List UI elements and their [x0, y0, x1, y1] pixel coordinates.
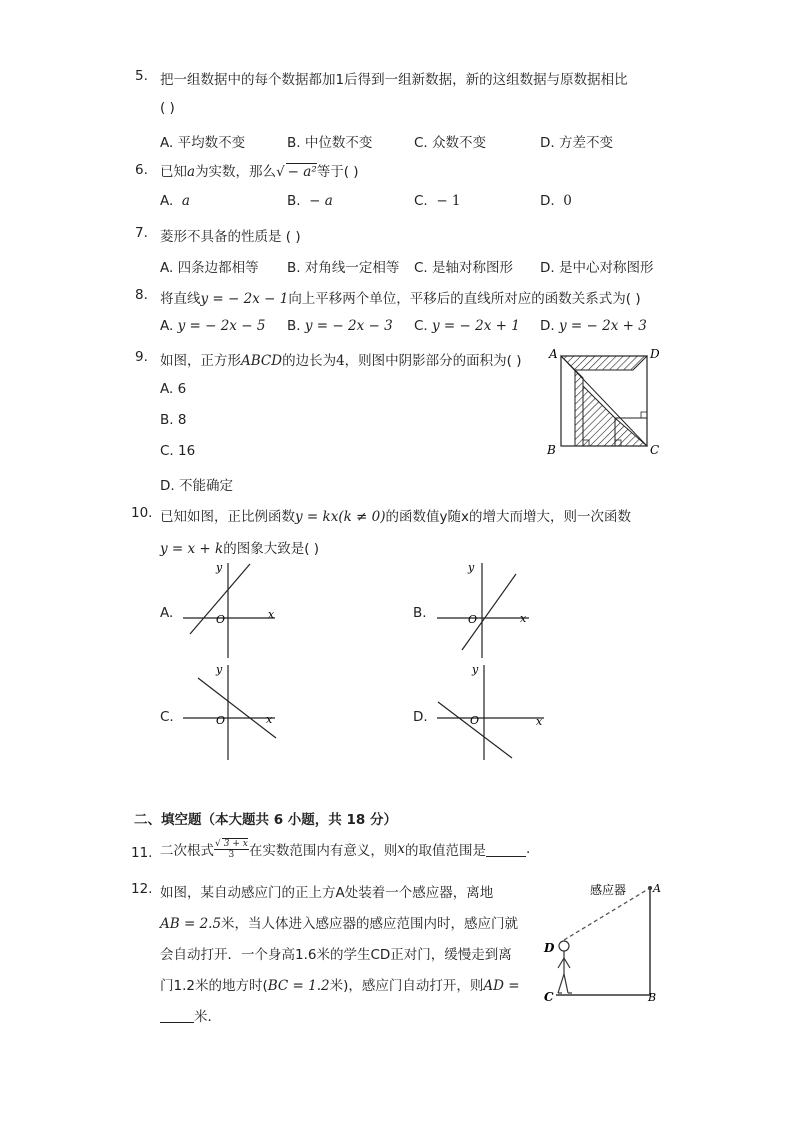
svg-text:y: y — [472, 663, 479, 676]
q6-sqrt-sign: √ — [276, 164, 285, 180]
svg-text:x: x — [266, 713, 273, 726]
q9-shaded-right — [615, 418, 647, 446]
q6-post: 等于( ) — [316, 164, 359, 180]
q6-option-a[interactable]: A. a — [160, 193, 190, 209]
q9-shaded-top — [561, 356, 647, 370]
q12-line3: 会自动打开．一个身高1.6米的学生CD正对门，缓慢走到离 — [160, 947, 512, 963]
q9-label-d: D — [650, 347, 660, 361]
q8-post: 向上平移两个单位，平移后的直线所对应的函数关系式为( ) — [288, 291, 641, 307]
q6-stem — [160, 160, 359, 180]
q9-label-a: A — [549, 347, 558, 361]
svg-text:O: O — [216, 613, 226, 626]
q7-option-c[interactable]: C. 是轴对称图形 — [414, 260, 514, 276]
svg-text:O: O — [216, 714, 226, 727]
q10-graph-c[interactable] — [178, 660, 280, 762]
q10-option-b-label[interactable]: B. — [413, 605, 427, 621]
q9-shaded-mid — [583, 386, 615, 446]
q12-person-head — [559, 941, 569, 951]
q5-stem: 把一组数据中的每个数据都加1后得到一组新数据，新的这组数据与原数据相比 — [160, 72, 628, 88]
q10-graph-a[interactable] — [178, 558, 280, 660]
q6-pre: 已知 — [160, 164, 187, 180]
q10-option-d-label[interactable]: D. — [413, 709, 428, 725]
q5-option-b[interactable]: B. 中位数不变 — [287, 135, 373, 151]
q6-var: a — [187, 164, 196, 180]
q10-line-b — [462, 574, 516, 650]
q8-number: 8. — [135, 287, 148, 303]
q12-label-b: B — [648, 991, 657, 1004]
q5-option-c[interactable]: C. 众数不变 — [414, 135, 487, 151]
q10-graph-b[interactable] — [432, 558, 534, 660]
q9-shaded-left — [575, 370, 583, 446]
q12-sensor-caption: 感应器 — [590, 883, 627, 897]
q8-option-c[interactable]: C. y = − 2x + 1 — [414, 318, 520, 334]
svg-text:x: x — [268, 608, 275, 621]
q11-stem: 二次根式 $\frac{√ 3 + x}{3}$ 在实数范围内有意义，则x的取值范围是 . — [160, 839, 531, 860]
q5-number: 5. — [135, 68, 148, 84]
q10-option-c-label[interactable]: C. — [160, 709, 174, 725]
q8-option-a[interactable]: A. y = − 2x − 5 — [160, 318, 266, 334]
q6-option-d[interactable]: D. 0 — [540, 193, 572, 209]
q12-line2: AB = 2.5米，当人体进入感应器的感应范围内时，感应门就 — [160, 916, 519, 932]
q12-label-d: D — [544, 941, 555, 955]
q7-option-a[interactable]: A. 四条边都相等 — [160, 260, 259, 276]
q6-radicand: − a² — [287, 164, 317, 180]
q7-option-b[interactable]: B. 对角线一定相等 — [287, 260, 400, 276]
q6-number: 6. — [135, 162, 148, 178]
q8-option-d[interactable]: D. y = − 2x + 3 — [540, 318, 647, 334]
q7-number: 7. — [135, 225, 148, 241]
q12-line1: 如图，某自动感应门的正上方A处装着一个感应器，离地 — [160, 885, 494, 901]
q11-answer-blank[interactable] — [486, 842, 526, 857]
q9-option-c[interactable]: C. 16 — [160, 443, 196, 459]
q5-paren: ( ) — [160, 100, 175, 116]
q6-option-c[interactable]: C. − 1 — [414, 193, 461, 209]
q9-label-c: C — [650, 443, 660, 457]
svg-text:y: y — [468, 561, 475, 574]
q8-equation: y = − 2x − 1 — [200, 291, 289, 307]
q10-stem-line2: y = x + k的图象大致是( ) — [160, 541, 320, 557]
q11-fraction: $\frac{√ 3 + x}{3}$ — [215, 839, 248, 860]
svg-text:O: O — [468, 613, 478, 626]
q12-label-a: A — [653, 882, 661, 895]
q10-line-d — [438, 702, 512, 758]
q12-answer-blank[interactable] — [160, 1008, 194, 1023]
q9-option-b[interactable]: B. 8 — [160, 412, 187, 428]
q12-line5: 米． — [160, 1005, 221, 1025]
q7-option-d[interactable]: D. 是中心对称图形 — [540, 260, 654, 276]
q10-line-c — [198, 678, 276, 738]
q12-number: 12. — [131, 881, 153, 897]
q9-option-d[interactable]: D. 不能确定 — [160, 478, 233, 494]
q9-stem: 如图，正方形ABCD的边长为4，则图中阴影部分的面积为( ) — [160, 353, 522, 369]
section-title-fill-in: 二、填空题（本大题共 6 小题，共 18 分） — [134, 812, 397, 828]
q9-option-a[interactable]: A. 6 — [160, 381, 187, 397]
q10-number: 10. — [131, 505, 153, 521]
q11-number: 11. — [131, 845, 153, 861]
q5-option-d[interactable]: D. 方差不变 — [540, 135, 613, 151]
q12-label-c: C — [544, 990, 554, 1004]
q5-option-a[interactable]: A. 平均数不变 — [160, 135, 246, 151]
svg-text:y: y — [216, 663, 223, 676]
svg-text:x: x — [536, 715, 543, 728]
q9-label-b: B — [547, 443, 556, 457]
q6-option-b[interactable]: B. − a — [287, 193, 333, 209]
q7-stem: 菱形不具备的性质是 ( ) — [160, 229, 301, 245]
svg-text:O: O — [470, 714, 480, 727]
q10-option-a-label[interactable]: A. — [160, 605, 174, 621]
q9-square-figure — [543, 344, 668, 460]
q9-number: 9. — [135, 349, 148, 365]
q10-graph-d[interactable] — [432, 660, 550, 762]
q8-option-b[interactable]: B. y = − 2x − 3 — [287, 318, 393, 334]
q12-line4: 门1.2米的地方时(BC = 1.2米)，感应门自动打开，则AD = — [160, 978, 520, 994]
q8-pre: 将直线 — [160, 291, 201, 307]
q12-door-figure — [540, 874, 662, 1004]
q6-mid: 为实数，那么 — [195, 164, 277, 180]
svg-text:y: y — [216, 561, 223, 574]
q8-stem — [160, 287, 641, 307]
q10-stem: 已知如图，正比例函数y = kx(k ≠ 0)的函数值y随x的增大而增大，则一次函数 — [160, 509, 631, 525]
svg-text:x: x — [520, 612, 527, 625]
